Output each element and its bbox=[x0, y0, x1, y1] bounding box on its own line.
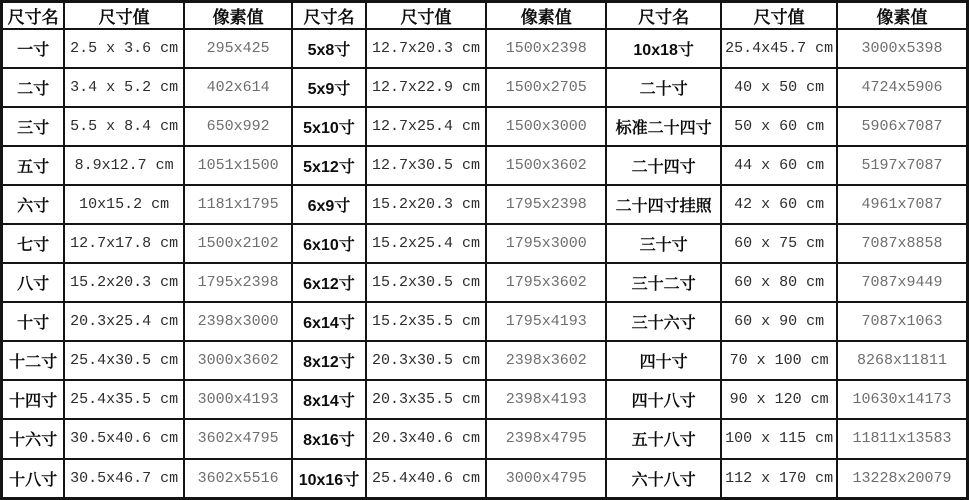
header-size-name: 尺寸名 bbox=[2, 2, 65, 30]
table-row bbox=[2, 29, 968, 68]
cell-size-value: 12.7x30.5 cm bbox=[366, 146, 487, 185]
cell-size-value: 20.3x30.5 cm bbox=[366, 341, 487, 380]
cell-size-name: 5x12寸 bbox=[292, 146, 365, 185]
cell-size-value: 60 x 80 cm bbox=[721, 263, 837, 302]
cell-size-name: 六寸 bbox=[2, 185, 65, 224]
cell-size-name: 10x18寸 bbox=[606, 29, 721, 68]
cell-size-value: 44 x 60 cm bbox=[721, 146, 837, 185]
cell-pixel-value: 295x425 bbox=[184, 29, 292, 68]
cell-pixel-value: 3602x4795 bbox=[184, 419, 292, 458]
header-pixel-value: 像素值 bbox=[837, 2, 967, 30]
cell-size-value: 25.4x40.6 cm bbox=[366, 459, 487, 499]
cell-size-value: 15.2x35.5 cm bbox=[366, 302, 487, 341]
cell-pixel-value: 1500x2705 bbox=[486, 68, 606, 107]
table-body bbox=[2, 29, 968, 499]
cell-pixel-value: 2398x3602 bbox=[486, 341, 606, 380]
cell-size-value: 60 x 75 cm bbox=[721, 224, 837, 263]
cell-size-name: 二十寸 bbox=[606, 68, 721, 107]
cell-size-name: 5x8寸 bbox=[292, 29, 365, 68]
cell-size-value: 25.4x45.7 cm bbox=[721, 29, 837, 68]
table-row bbox=[2, 263, 968, 302]
table-row bbox=[2, 146, 968, 185]
cell-pixel-value: 1500x2398 bbox=[486, 29, 606, 68]
table-header bbox=[2, 2, 968, 30]
table-row bbox=[2, 224, 968, 263]
cell-pixel-value: 11811x13583 bbox=[837, 419, 967, 458]
table-row bbox=[2, 68, 968, 107]
cell-size-name: 8x14寸 bbox=[292, 380, 365, 419]
cell-size-value: 70 x 100 cm bbox=[721, 341, 837, 380]
cell-size-name: 六十八寸 bbox=[606, 459, 721, 499]
cell-size-value: 12.7x22.9 cm bbox=[366, 68, 487, 107]
header-size-value: 尺寸值 bbox=[366, 2, 487, 30]
cell-size-name: 五寸 bbox=[2, 146, 65, 185]
cell-size-value: 25.4x35.5 cm bbox=[64, 380, 184, 419]
cell-size-value: 3.4 x 5.2 cm bbox=[64, 68, 184, 107]
header-size-name: 尺寸名 bbox=[292, 2, 365, 30]
header-row bbox=[2, 2, 968, 30]
cell-size-value: 40 x 50 cm bbox=[721, 68, 837, 107]
cell-size-value: 8.9x12.7 cm bbox=[64, 146, 184, 185]
cell-pixel-value: 1795x4193 bbox=[486, 302, 606, 341]
cell-size-name: 四十寸 bbox=[606, 341, 721, 380]
cell-pixel-value: 8268x11811 bbox=[837, 341, 967, 380]
cell-size-name: 十六寸 bbox=[2, 419, 65, 458]
table-row bbox=[2, 302, 968, 341]
cell-size-value: 30.5x46.7 cm bbox=[64, 459, 184, 499]
cell-size-value: 25.4x30.5 cm bbox=[64, 341, 184, 380]
cell-size-value: 12.7x20.3 cm bbox=[366, 29, 487, 68]
cell-pixel-value: 3000x3602 bbox=[184, 341, 292, 380]
cell-size-name: 十四寸 bbox=[2, 380, 65, 419]
cell-size-value: 60 x 90 cm bbox=[721, 302, 837, 341]
cell-size-value: 2.5 x 3.6 cm bbox=[64, 29, 184, 68]
cell-pixel-value: 1795x3602 bbox=[486, 263, 606, 302]
cell-pixel-value: 1500x3602 bbox=[486, 146, 606, 185]
cell-pixel-value: 3000x5398 bbox=[837, 29, 967, 68]
header-pixel-value: 像素值 bbox=[486, 2, 606, 30]
cell-pixel-value: 402x614 bbox=[184, 68, 292, 107]
cell-size-name: 5x10寸 bbox=[292, 107, 365, 146]
cell-size-name: 8x12寸 bbox=[292, 341, 365, 380]
cell-size-value: 30.5x40.6 cm bbox=[64, 419, 184, 458]
cell-size-name: 二十四寸 bbox=[606, 146, 721, 185]
cell-size-value: 20.3x25.4 cm bbox=[64, 302, 184, 341]
cell-size-name: 二寸 bbox=[2, 68, 65, 107]
cell-size-name: 6x12寸 bbox=[292, 263, 365, 302]
cell-pixel-value: 3000x4795 bbox=[486, 459, 606, 499]
cell-pixel-value: 1051x1500 bbox=[184, 146, 292, 185]
cell-size-value: 20.3x40.6 cm bbox=[366, 419, 487, 458]
cell-pixel-value: 5906x7087 bbox=[837, 107, 967, 146]
header-pixel-value: 像素值 bbox=[184, 2, 292, 30]
cell-pixel-value: 10630x14173 bbox=[837, 380, 967, 419]
header-size-value: 尺寸值 bbox=[721, 2, 837, 30]
cell-pixel-value: 1795x2398 bbox=[486, 185, 606, 224]
cell-size-name: 二十四寸挂照 bbox=[606, 185, 721, 224]
cell-size-name: 标准二十四寸 bbox=[606, 107, 721, 146]
cell-size-name: 6x14寸 bbox=[292, 302, 365, 341]
cell-size-name: 一寸 bbox=[2, 29, 65, 68]
cell-pixel-value: 2398x4193 bbox=[486, 380, 606, 419]
cell-pixel-value: 4961x7087 bbox=[837, 185, 967, 224]
cell-size-value: 90 x 120 cm bbox=[721, 380, 837, 419]
cell-size-value: 10x15.2 cm bbox=[64, 185, 184, 224]
cell-size-value: 15.2x20.3 cm bbox=[64, 263, 184, 302]
cell-pixel-value: 1500x2102 bbox=[184, 224, 292, 263]
cell-size-value: 42 x 60 cm bbox=[721, 185, 837, 224]
cell-size-value: 50 x 60 cm bbox=[721, 107, 837, 146]
cell-pixel-value: 1181x1795 bbox=[184, 185, 292, 224]
cell-pixel-value: 2398x3000 bbox=[184, 302, 292, 341]
table-row bbox=[2, 419, 968, 458]
cell-size-name: 6x10寸 bbox=[292, 224, 365, 263]
header-size-name: 尺寸名 bbox=[606, 2, 721, 30]
cell-size-name: 十二寸 bbox=[2, 341, 65, 380]
cell-pixel-value: 3602x5516 bbox=[184, 459, 292, 499]
cell-size-name: 七寸 bbox=[2, 224, 65, 263]
cell-size-name: 三十六寸 bbox=[606, 302, 721, 341]
cell-pixel-value: 1795x2398 bbox=[184, 263, 292, 302]
cell-size-name: 6x9寸 bbox=[292, 185, 365, 224]
cell-pixel-value: 5197x7087 bbox=[837, 146, 967, 185]
cell-size-value: 15.2x30.5 cm bbox=[366, 263, 487, 302]
cell-pixel-value: 7087x1063 bbox=[837, 302, 967, 341]
cell-pixel-value: 4724x5906 bbox=[837, 68, 967, 107]
table-row bbox=[2, 380, 968, 419]
cell-pixel-value: 7087x8858 bbox=[837, 224, 967, 263]
cell-size-name: 8x16寸 bbox=[292, 419, 365, 458]
cell-size-value: 20.3x35.5 cm bbox=[366, 380, 487, 419]
cell-pixel-value: 3000x4193 bbox=[184, 380, 292, 419]
cell-size-name: 三十寸 bbox=[606, 224, 721, 263]
cell-size-name: 五十八寸 bbox=[606, 419, 721, 458]
table-row bbox=[2, 341, 968, 380]
cell-size-name: 八寸 bbox=[2, 263, 65, 302]
cell-size-value: 12.7x17.8 cm bbox=[64, 224, 184, 263]
cell-pixel-value: 1500x3000 bbox=[486, 107, 606, 146]
cell-size-name: 三寸 bbox=[2, 107, 65, 146]
table-row bbox=[2, 459, 968, 499]
cell-size-name: 10x16寸 bbox=[292, 459, 365, 499]
cell-size-name: 十寸 bbox=[2, 302, 65, 341]
cell-size-value: 100 x 115 cm bbox=[721, 419, 837, 458]
cell-pixel-value: 1795x3000 bbox=[486, 224, 606, 263]
cell-size-name: 三十二寸 bbox=[606, 263, 721, 302]
cell-size-value: 12.7x25.4 cm bbox=[366, 107, 487, 146]
cell-size-value: 112 x 170 cm bbox=[721, 459, 837, 499]
cell-size-name: 十八寸 bbox=[2, 459, 65, 499]
header-size-value: 尺寸值 bbox=[64, 2, 184, 30]
cell-pixel-value: 7087x9449 bbox=[837, 263, 967, 302]
cell-size-value: 15.2x20.3 cm bbox=[366, 185, 487, 224]
table-row bbox=[2, 185, 968, 224]
cell-size-value: 15.2x25.4 cm bbox=[366, 224, 487, 263]
cell-pixel-value: 650x992 bbox=[184, 107, 292, 146]
cell-size-name: 四十八寸 bbox=[606, 380, 721, 419]
cell-size-name: 5x9寸 bbox=[292, 68, 365, 107]
cell-pixel-value: 13228x20079 bbox=[837, 459, 967, 499]
table-row bbox=[2, 107, 968, 146]
cell-size-value: 5.5 x 8.4 cm bbox=[64, 107, 184, 146]
cell-pixel-value: 2398x4795 bbox=[486, 419, 606, 458]
